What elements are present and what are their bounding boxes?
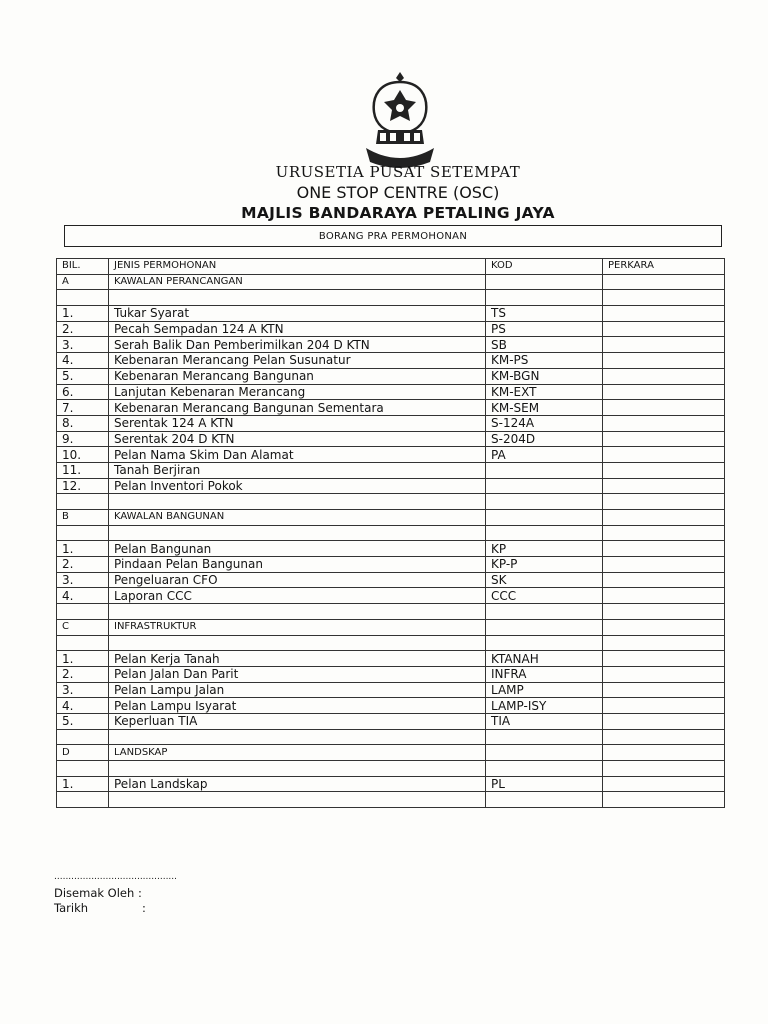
kod-cell: KM-SEM [486,400,603,416]
perkara-cell[interactable] [603,368,725,384]
perkara-cell[interactable] [603,321,725,337]
jenis-cell [109,525,486,541]
jenis-cell: Tanah Berjiran [109,462,486,478]
perkara-cell[interactable] [603,337,725,353]
column-header-perkara: PERKARA [603,259,725,275]
kod-cell: KM-BGN [486,368,603,384]
kod-cell: KM-PS [486,353,603,369]
perkara-cell[interactable] [603,447,725,463]
jenis-cell: Serentak 124 A KTN [109,415,486,431]
blank-row [57,729,725,745]
blank-row [57,604,725,620]
bil-cell [57,604,109,620]
blank-row [57,761,725,777]
header-osc-name: ONE STOP CENTRE (OSC) [296,183,500,202]
jenis-cell: Pelan Landskap [109,776,486,792]
kod-cell: KP-P [486,557,603,573]
table-row [57,431,725,447]
kod-cell [486,525,603,541]
kod-cell: LAMP-ISY [486,698,603,714]
bil-cell [57,761,109,777]
jenis-cell [109,792,486,808]
blank-row [57,635,725,651]
bil-cell: A [57,274,109,290]
jenis-cell: Lanjutan Kebenaran Merancang [109,384,486,400]
kod-cell [486,478,603,494]
section-title-cell: KAWALAN PERANCANGAN [109,274,486,290]
kod-cell: KTANAH [486,651,603,667]
kod-cell [486,619,603,635]
kod-cell: PL [486,776,603,792]
perkara-cell[interactable] [603,415,725,431]
bil-cell: D [57,745,109,761]
application-table [56,258,725,808]
jenis-cell [109,290,486,306]
kod-cell: S-204D [486,431,603,447]
table-row [57,541,725,557]
perkara-cell[interactable] [603,462,725,478]
table-row [57,666,725,682]
bil-cell [57,494,109,510]
jenis-cell: Serentak 204 D KTN [109,431,486,447]
perkara-cell[interactable] [603,682,725,698]
jenis-cell: Pelan Nama Skim Dan Alamat [109,447,486,463]
kod-cell [486,745,603,761]
bil-cell: 5. [57,713,109,729]
bil-cell: C [57,619,109,635]
kod-cell: KM-EXT [486,384,603,400]
perkara-cell[interactable] [603,635,725,651]
table-row [57,713,725,729]
perkara-cell[interactable] [603,557,725,573]
bil-cell: 2. [57,666,109,682]
table-row [57,384,725,400]
section-row [57,510,725,526]
jenis-cell: Pelan Kerja Tanah [109,651,486,667]
bil-cell: 4. [57,588,109,604]
perkara-cell[interactable] [603,588,725,604]
section-title-cell: INFRASTRUKTUR [109,619,486,635]
kod-cell [486,604,603,620]
bil-cell [57,525,109,541]
kod-cell: SB [486,337,603,353]
bil-cell: 12. [57,478,109,494]
jenis-cell: Serah Balik Dan Pemberimilkan 204 D KTN [109,337,486,353]
perkara-cell[interactable] [603,761,725,777]
table-row [57,353,725,369]
perkara-cell[interactable] [603,651,725,667]
bil-cell: 1. [57,651,109,667]
checked-by-label: Disemak Oleh : [54,886,142,900]
table-row [57,400,725,416]
table-row [57,572,725,588]
kod-cell: LAMP [486,682,603,698]
perkara-cell[interactable] [603,776,725,792]
blank-row [57,525,725,541]
jenis-cell: Pengeluaran CFO [109,572,486,588]
kod-cell [486,462,603,478]
table-row [57,698,725,714]
section-title-cell: LANDSKAP [109,745,486,761]
signature-line: ........................................... [54,872,178,882]
bil-cell: 2. [57,557,109,573]
bil-cell: 7. [57,400,109,416]
perkara-cell[interactable] [603,384,725,400]
perkara-cell[interactable] [603,666,725,682]
perkara-cell[interactable] [603,478,725,494]
kod-cell [486,510,603,526]
bil-cell: 4. [57,698,109,714]
kod-cell: PS [486,321,603,337]
jenis-cell: Pecah Sempadan 124 A KTN [109,321,486,337]
bil-cell: 4. [57,353,109,369]
perkara-cell[interactable] [603,510,725,526]
blank-row [57,494,725,510]
perkara-cell[interactable] [603,745,725,761]
table-row [57,776,725,792]
kod-cell: PA [486,447,603,463]
column-header-kod: KOD [486,259,603,275]
perkara-cell[interactable] [603,572,725,588]
column-header-bil: BIL. [57,259,109,275]
date-label [54,901,146,915]
perkara-cell[interactable] [603,400,725,416]
jenis-cell: Kebenaran Merancang Pelan Susunatur [109,353,486,369]
kod-cell [486,274,603,290]
jenis-cell [109,494,486,510]
table-row [57,478,725,494]
perkara-cell[interactable] [603,604,725,620]
jenis-cell [109,729,486,745]
bil-cell: 10. [57,447,109,463]
table-row [57,321,725,337]
bil-cell: 8. [57,415,109,431]
jenis-cell [109,761,486,777]
perkara-cell[interactable] [603,525,725,541]
perkara-cell[interactable] [603,541,725,557]
table-row [57,415,725,431]
table-row [57,337,725,353]
table-row [57,306,725,322]
perkara-cell[interactable] [603,619,725,635]
kod-cell: TIA [486,713,603,729]
bil-cell [57,635,109,651]
perkara-cell[interactable] [603,713,725,729]
table-header-row [57,259,725,275]
table-row [57,588,725,604]
bil-cell [57,792,109,808]
jenis-cell: Keperluan TIA [109,713,486,729]
jenis-cell: Pelan Lampu Jalan [109,682,486,698]
header-office-name: URUSETIA PUSAT SETEMPAT [275,163,521,181]
bil-cell: 1. [57,776,109,792]
perkara-cell[interactable] [603,494,725,510]
date-label-text: Tarikh [54,901,89,915]
kod-cell [486,729,603,745]
jenis-cell: Kebenaran Merancang Bangunan [109,368,486,384]
section-title-cell: KAWALAN BANGUNAN [109,510,486,526]
kod-cell: CCC [486,588,603,604]
jenis-cell [109,635,486,651]
kod-cell: INFRA [486,666,603,682]
bil-cell: 1. [57,306,109,322]
kod-cell [486,290,603,306]
bil-cell: 9. [57,431,109,447]
bil-cell [57,290,109,306]
jenis-cell: Pelan Lampu Isyarat [109,698,486,714]
form-title: BORANG PRA PERMOHONAN [64,225,722,247]
table-row [57,651,725,667]
jenis-cell: Laporan CCC [109,588,486,604]
kod-cell: S-124A [486,415,603,431]
table-row [57,682,725,698]
kod-cell: KP [486,541,603,557]
section-row [57,745,725,761]
kod-cell: SK [486,572,603,588]
header-council-name: MAJLIS BANDARAYA PETALING JAYA [241,204,555,222]
perkara-cell[interactable] [603,274,725,290]
perkara-cell[interactable] [603,431,725,447]
kod-cell [486,761,603,777]
bil-cell: 6. [57,384,109,400]
blank-row [57,290,725,306]
perkara-cell[interactable] [603,729,725,745]
jenis-cell: Pelan Inventori Pokok [109,478,486,494]
kod-cell [486,635,603,651]
kod-cell: TS [486,306,603,322]
table-row [57,368,725,384]
perkara-cell[interactable] [603,792,725,808]
jenis-cell [109,604,486,620]
perkara-cell[interactable] [603,698,725,714]
jenis-cell: Tukar Syarat [109,306,486,322]
table-row [57,462,725,478]
jenis-cell: Kebenaran Merancang Bangunan Sementara [109,400,486,416]
table-row [57,557,725,573]
table-row [57,447,725,463]
bil-cell: 11. [57,462,109,478]
section-row [57,274,725,290]
jenis-cell: Pelan Jalan Dan Parit [109,666,486,682]
bil-cell: 3. [57,682,109,698]
bil-cell: B [57,510,109,526]
bil-cell: 5. [57,368,109,384]
bil-cell: 2. [57,321,109,337]
jenis-cell: Pindaan Pelan Bangunan [109,557,486,573]
kod-cell [486,494,603,510]
date-colon: : [142,901,146,915]
column-header-jenis: JENIS PERMOHONAN [109,259,486,275]
bil-cell: 3. [57,337,109,353]
mbpj-crest-logo [360,70,440,168]
section-row [57,619,725,635]
perkara-cell[interactable] [603,353,725,369]
perkara-cell[interactable] [603,306,725,322]
bil-cell: 1. [57,541,109,557]
bil-cell [57,729,109,745]
bil-cell: 3. [57,572,109,588]
blank-row [57,792,725,808]
kod-cell [486,792,603,808]
perkara-cell[interactable] [603,290,725,306]
jenis-cell: Pelan Bangunan [109,541,486,557]
